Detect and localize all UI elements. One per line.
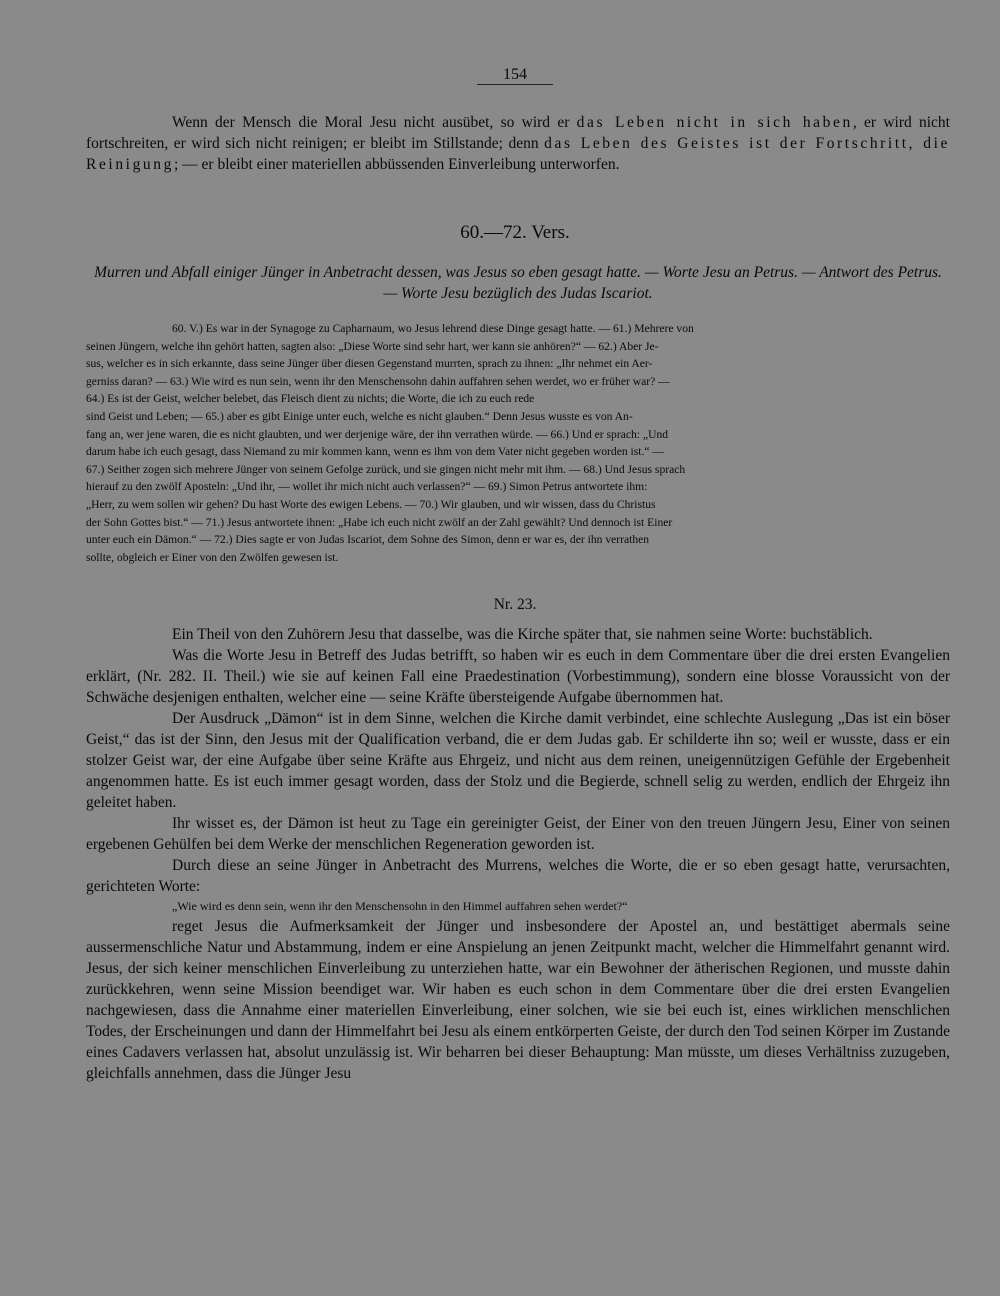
paragraph: reget Jesus die Aufmerksamkeit der Jünger und insbesondere der Apostel an, und bestättiget abermals seine aussermenschliche Natur und Abstammung, indem er eine Anspielung an jenen Zeitpunkt macht, welcher die Himmelfahrt genannt wird. Jesus, der sich keiner menschlichen Einverleibung zu unterziehen hatte, war ein Bewohner der ätherischen Regionen, und musste dahin zurückkehren, wenn seine Mission beendiget war. Wir haben es euch schon in dem Commentare über die drei ersten Evangelien nachgewiesen, dass die Annahme einer materiellen Einverleibung, einer solchen, wie sie bei euch ist, eines wirklichen menschlichen Todes, der Erscheinungen und dann der Himmelfahrt bei Jesu als einem entkörperten Geiste, der durch den Tod seinen Körper im Zustande eines Cadavers verlassen hat, absolut unzulässig ist. Wir beharren bei dieser Behauptung: Man müsste, um dieses Verhältniss zuzugeben, gleichfalls annehmen, dass die Jünger Jesu <box>86 918 950 1082</box>
paragraph: Durch diese an seine Jünger in Anbetracht des Murrens, welches die Worte, die er so eben gesagt hatte, verursachten, gerichteten Worte: <box>86 857 950 895</box>
section-title: 60.—72. Vers. <box>460 222 570 243</box>
emphasis-spaced: das Leben nicht in sich haben <box>576 114 853 131</box>
verse-line: sind Geist und Leben; — 65.) aber es gibt Einige unter euch, welche es nicht glauben.“ Denn Jesus wusste es von An- <box>86 409 633 423</box>
verse-line: unter euch ein Dämon.“ — 72.) Dies sagte er von Judas Iscariot, dem Sohne des Simon, denn er war es, der ihn verrathen <box>86 533 650 547</box>
section-subtitle: Murren und Abfall einiger Jünger in Anbetracht dessen, was Jesus so eben gesagt hatte. — Worte Jesu an Petrus. — Antwort des Petrus. — Worte Jesu bezüglich des Judas Iscariot. <box>94 264 942 302</box>
verse-line: 64.) Es ist der Geist, welcher belebet, das Fleisch dient zu nichts; die Worte, die ich zu euch rede <box>86 392 535 406</box>
verse-line: „Herr, zu wem sollen wir gehen? Du hast Worte des ewigen Lebens. — 70.) Wir glauben, und wir wissen, dass du Christus <box>86 497 656 511</box>
verse-line: seinen Jüngern, welche ihn gehört hatten, sagten also: „Diese Worte sind sehr hart, wer kann sie anhören?“ — 62.) Aber Je- <box>86 339 659 353</box>
verse-line: 60. V.) Es war in der Synagoge zu Capharnaum, wo Jesus lehrend diese Dinge gesagt hatte. — 61.) Mehrere von <box>172 322 694 335</box>
quotation: „Wie wird es denn sein, wenn ihr den Menschensohn in den Himmel auffahren sehen werdet?“ <box>172 899 628 913</box>
page-number: 154 <box>0 66 1000 84</box>
verse-line: 67.) Seither zogen sich mehrere Jünger von seinem Gefolge zurück, und sie gingen nicht mehr mit ihm. — 68.) Und Jesus sprach <box>86 462 686 476</box>
verse-line: gerniss daran? — 63.) Wie wird es nun sein, wenn ihr den Menschensohn dahin auffahren sehen werdet, wo er früher war? — <box>86 374 670 388</box>
verse-line: sus, welcher es in sich erkannte, dass seine Jünger über diesen Gegenstand murrten, sprach zu ihnen: „Ihr nehmet ein Aer- <box>86 357 653 371</box>
commentary-number: Nr. 23. <box>493 596 537 613</box>
paragraph: Der Ausdruck „Dämon“ ist in dem Sinne, welchen die Kirche damit verbindet, eine schlechte Auslegung „Das ist ein böser Geist,“ das ist der Sinn, den Jesus mit der Qualification verband, die er dem Judas gab. Er schilderte ihn so; weil er wusste, dass er ein stolzer Geist war, der eine Aufgabe über seine Kräfte aus Ehrgeiz, und nicht aus dem reinen, uneigennützigen Gefühle der Ergebenheit angenommen hatte. Es ist euch immer gesagt worden, dass der Stolz und die Begierde, schnell selig zu werden, endlich der Ehrgeiz ihn geleitet haben. <box>86 710 950 811</box>
verse-text <box>86 320 950 566</box>
paragraph: Was die Worte Jesu in Betreff des Judas betrifft, so haben wir es euch in dem Commentare über die drei ersten Evangelien erklärt, (Nr. 282. II. Theil.) wie sie auf keinen Fall eine Praedestination (Vorbestimmung), sondern eine blosse Voraussicht von der Schwäche desjenigen enthalten, welcher eine — seine Kräfte übersteigende Aufgabe übernommen hat. <box>86 647 950 706</box>
paragraph: Ein Theil von den Zuhörern Jesu that dasselbe, was die Kirche später that, sie nahmen seine Worte: buchstäblich. <box>172 626 873 643</box>
intro-paragraph: Wenn der Mensch die Moral Jesu nicht ausübet, so wird er das Leben nicht in sich haben, er wird nicht fortschreiten, er wird sich nicht reinigen; er bleibt im Stillstande; denn das Leben des Geistes ist der Fortschritt, die Reinigung; — er bleibt einer materiellen abbüssenden Einverleibung unterworfen. <box>86 114 950 173</box>
verse-line: darum habe ich euch gesagt, dass Niemand zu mir kommen kann, wenn es ihm von dem Vater nicht gegeben worden ist.“ — <box>86 445 665 459</box>
commentary-text <box>86 624 950 1084</box>
verse-line: hierauf zu den zwölf Aposteln: „Und ihr, — wollet ihr mich nicht auch verlassen?“ — 69.) Simon Petrus antwortete ihm: <box>86 480 648 494</box>
paragraph: Ihr wisset es, der Dämon ist heut zu Tage ein gereinigter Geist, der Einer von den treuen Jüngern Jesu, Einer von seinen ergebenen Gehülfen bei dem Werke der menschlichen Regeneration geworden ist. <box>86 815 950 853</box>
emphasis-spaced: das Leben des Geistes ist der Fortschritt, die Reinigung <box>86 135 950 173</box>
verse-line: sollte, obgleich er Einer von den Zwölfen gewesen ist. <box>86 550 339 564</box>
verse-line: der Sohn Gottes bist.“ — 71.) Jesus antwortete ihnen: „Habe ich euch nicht zwölf an der Zahl gewählt? Und dennoch ist Einer <box>86 515 673 529</box>
verse-line: fang an, wer jene waren, die es nicht glaubten, und wer derjenige wäre, der ihn verrathen würde. — 66.) Und er sprach: „Und <box>86 427 669 441</box>
